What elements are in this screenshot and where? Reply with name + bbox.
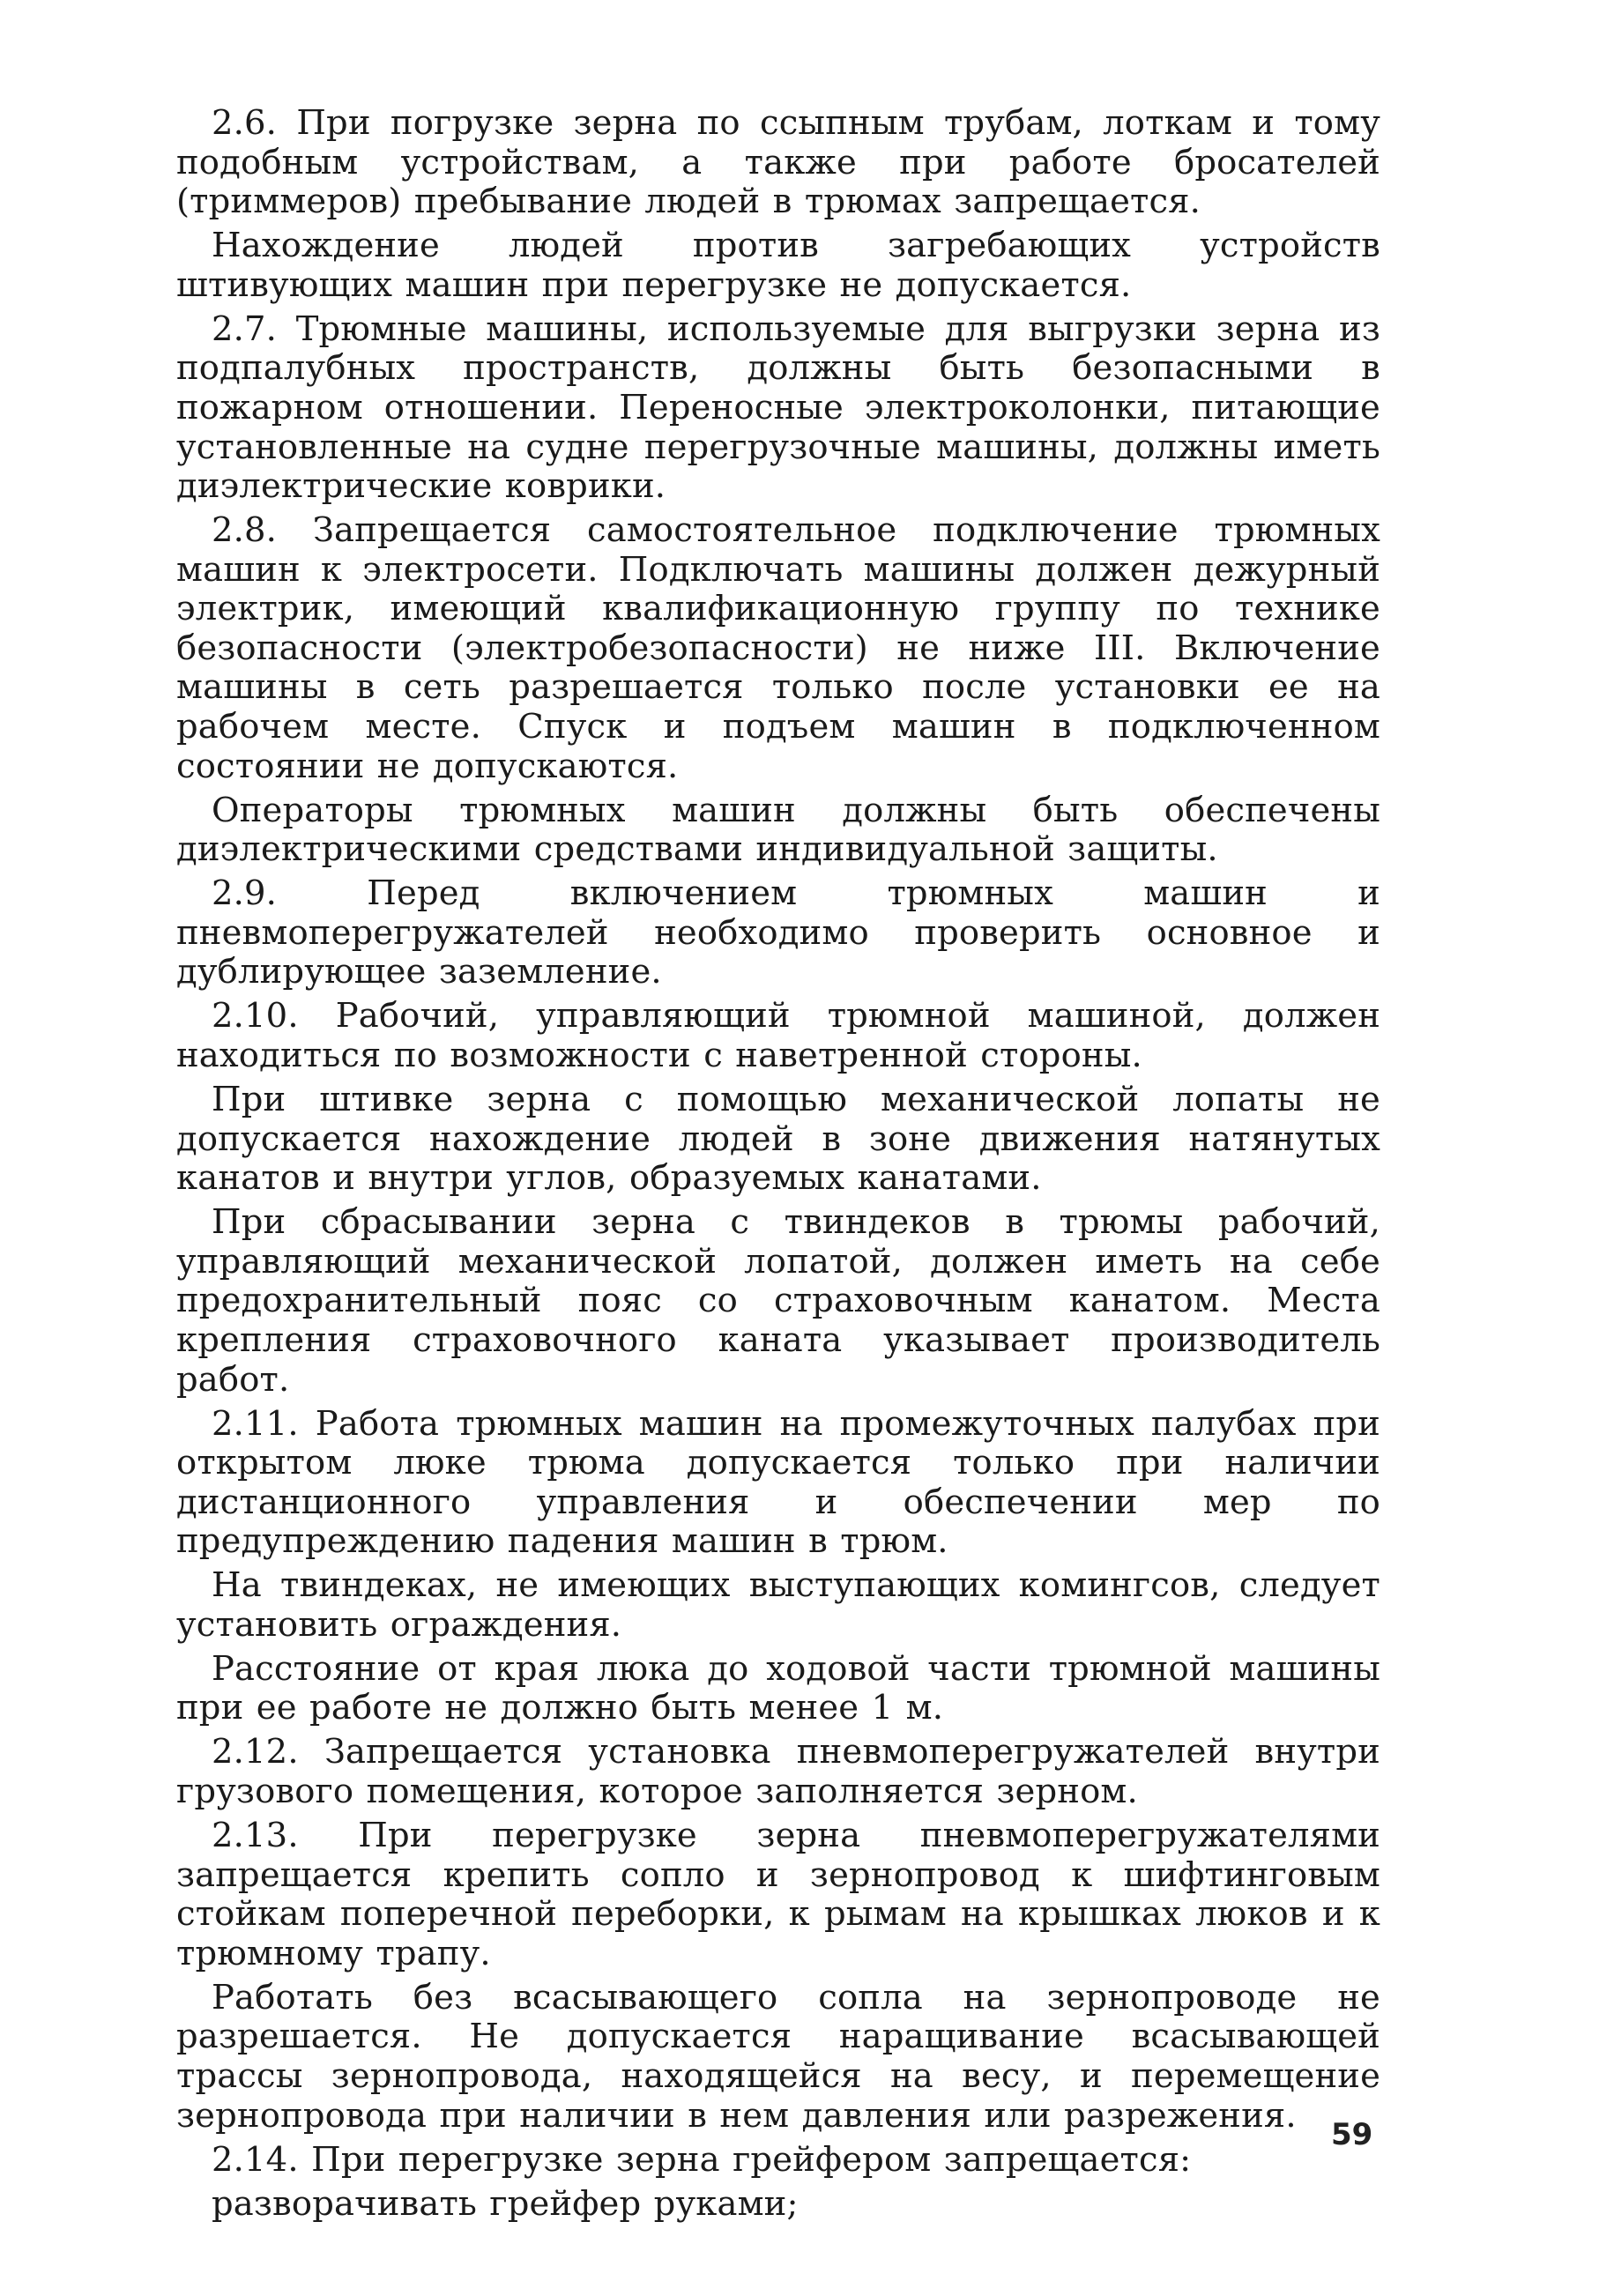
- list-item: разворачивать грейфер руками;: [212, 2183, 799, 2224]
- paragraph: Расстояние от края люка до ходовой части трюмной машины при ее работе не должно быть менее 1 м.: [176, 1648, 1380, 1728]
- paragraph: Работать без всасывающего сопла на зернопроводе не разрешается. Не допускается наращивание всасывающей трассы зернопровода, находящейся на весу, и перемещение зернопровода при наличии в нем давления или разрежения.: [176, 1977, 1380, 2136]
- page-number: 59: [1331, 2117, 1373, 2152]
- paragraph-2-7: 2.7. Трюмные машины, используемые для выгрузки зерна из подпалубных пространств, должны быть безопасными в пожарном отношении. Переносные электроколонки, питающие установленные на судне перегрузочные машины, должны иметь диэлектрические коврики.: [176, 308, 1380, 507]
- paragraph-2-12: 2.12. Запрещается установка пневмоперегружателей внутри грузового помещения, которое заполняется зерном.: [176, 1732, 1380, 1812]
- page-body: [176, 104, 1380, 2229]
- paragraph-2-10: 2.10. Рабочий, управляющий трюмной машиной, должен находиться по возможности с наветренной стороны.: [176, 996, 1380, 1075]
- paragraph-2-8: 2.8. Запрещается самостоятельное подключение трюмных машин к электросети. Подключать машины должен дежурный электрик, имеющий квалификационную группу по технике безопасности (электробезопасности) не ниже III. Включение машины в сеть разрешается только после установки ее на рабочем месте. Спуск и подъем машин в подключенном состоянии не допускаются.: [176, 510, 1380, 786]
- paragraph-2-9: 2.9. Перед включением трюмных машин и пневмоперегружателей необходимо проверить основное и дублирующее заземление.: [176, 873, 1380, 992]
- paragraph-2-13: 2.13. При перегрузке зерна пневмоперегружателями запрещается крепить сопло и зернопровод к шифтинговым стойкам поперечной переборки, к рымам на крышках люков и к трюмному трапу.: [176, 1816, 1380, 1973]
- paragraph: На твиндеках, не имеющих выступающих комингсов, следует установить ограждения.: [176, 1565, 1380, 1645]
- paragraph-2-14: 2.14. При перегрузке зерна грейфером запрещается:: [212, 2139, 1192, 2180]
- paragraph: При сбрасывании зерна с твиндеков в трюмы рабочий, управляющий механической лопатой, должен иметь на себе предохранительный пояс со страховочным канатом. Места крепления страховочного каната указывает производитель работ.: [176, 1202, 1380, 1400]
- paragraph: При штивке зерна с помощью механической лопаты не допускается нахождение людей в зоне движения натянутых канатов и внутри углов, образуемых канатами.: [176, 1079, 1380, 1199]
- paragraph: Операторы трюмных машин должны быть обеспечены диэлектрическими средствами индивидуальной защиты.: [176, 790, 1380, 870]
- paragraph-2-11: 2.11. Работа трюмных машин на промежуточных палубах при открытом люке трюма допускается только при наличии дистанционного управления и обеспечении мер по предупреждению падения машин в трюм.: [176, 1403, 1380, 1562]
- paragraph-2-6: 2.6. При погрузке зерна по ссыпным трубам, лоткам и тому подобным устройствам, а также при работе бросателей (триммеров) пребывание людей в трюмах запрещается.: [176, 103, 1380, 222]
- paragraph: Нахождение людей против загребающих устройств штивующих машин при перегрузке не допускается.: [176, 226, 1380, 305]
